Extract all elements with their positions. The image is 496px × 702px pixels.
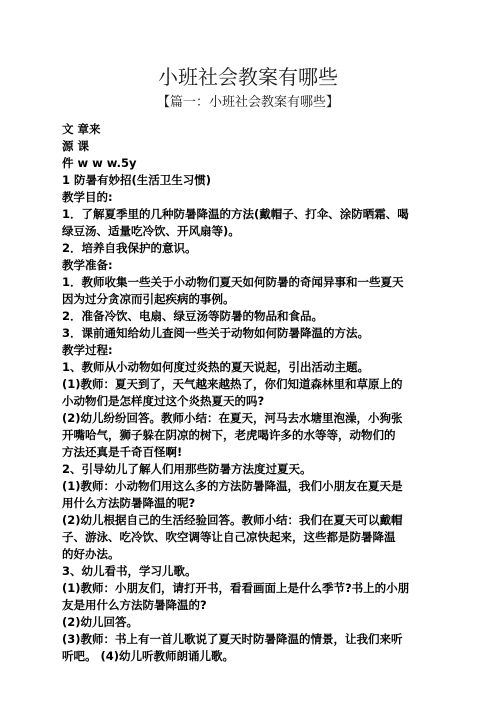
body-text-line: 教学目的: [62,190,113,204]
document-body [62,121,442,665]
body-text-line: 1、教师从小动物如何度过炎热的夏天说起，引出活动主题。 [62,360,369,374]
body-text-line: 2、引导幼儿了解人们用那些防暑方法度过夏天。 [62,462,312,476]
body-text-line: 听吧。 (4)幼儿听教师朗诵儿歌。 [62,649,235,663]
body-text-line: 3．课前通知给幼儿查阅一些关于动物如何防暑降温的方法。 [62,326,369,340]
body-text-line: (2)幼儿纷纷回答。教师小结：在夏天，河马去水塘里泡澡，小狗张 [62,411,403,425]
body-text-line: 1．教师收集一些关于小动物们夏天如何防暑的奇闻异事和一些夏天 [62,275,404,289]
body-text-line: (1)教师：小朋友们，请打开书，看看画面上是什么季节?书上的小朋 [62,581,410,595]
body-text-line: 因为过分贪凉而引起疾病的事例。 [62,292,235,306]
body-text-line: 件 w w w.5y [62,156,137,170]
body-text-line: 教学过程: [62,343,113,357]
body-text-line: 2．准备冷饮、电扇、绿豆汤等防暑的物品和食品。 [62,309,323,323]
body-text-line: (3)教师：书上有一首儿歌说了夏天时防暑降温的情景，让我们来听 [62,632,403,646]
body-text-line: 用什么方法防暑降温的呢? [62,496,196,510]
body-text-line: 文 章来 [62,122,101,136]
body-text-line: (1)教师：小动物们用这么多的方法防暑降温，我们小朋友在夏天是 [62,479,403,493]
body-text-line: (2)幼儿根据自己的生活经验回答。教师小结：我们在夏天可以戴帽 [62,513,403,527]
body-text-line: (2)幼儿回答。 [62,615,139,629]
page-title: 小班社会教案有哪些 [158,65,338,89]
body-text-line: 绿豆汤、适量吃冷饮、开风扇等)。 [62,224,240,238]
section-heading: 【篇一：小班社会教案有哪些】 [156,95,339,110]
body-text-line: 方法还真是千奇百怪啊! [62,445,183,459]
body-text-line: 友是用什么方法防暑降温的? [62,598,207,612]
body-text-line: 教学准备: [62,258,113,272]
body-text-line: 的好办法。 [62,547,120,561]
body-text-line: 小动物们是怎样度过这个炎热夏天的吗? [62,394,265,408]
body-text-line: 3、幼儿看书，学习儿歌。 [62,564,197,578]
body-text-line: 源 课 [62,139,90,153]
body-text-line: 1．了解夏季里的几种防暑降温的方法(戴帽子、打伞、涂防晒霜、喝 [62,207,409,221]
body-text-line: 2．培养自我保护的意识。 [62,241,197,255]
body-text-line: 开嘴哈气，狮子躲在阴凉的树下，老虎喝许多的水等等，动物们的 [62,428,396,442]
body-text-line: 1 防暑有妙招(生活卫生习惯) [62,173,212,187]
body-text-line: 子、游泳、吃冷饮、吹空调等让自己凉快起来，这些都是防暑降温 [62,530,396,544]
body-text-line: (1)教师：夏天到了，天气越来越热了，你们知道森林里和草原上的 [62,377,403,391]
